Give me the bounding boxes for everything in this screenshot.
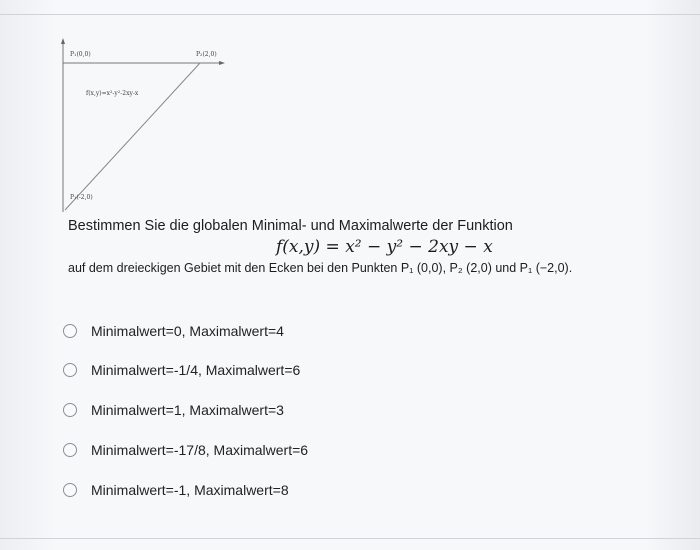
triangle-hypotenuse: [65, 63, 200, 210]
answer-option-5[interactable]: [63, 478, 289, 502]
answer-option-1[interactable]: [63, 319, 284, 343]
answer-option-label: Minimalwert=0, Maximalwert=4: [91, 323, 284, 339]
question-domain-text: auf dem dreieckigen Gebiet mit den Ecken bei den Punkten P₁ (0,0), P₂ (2,0) und P₁ (−2,0).: [68, 261, 573, 275]
top-divider: [0, 14, 700, 15]
point-p2-label: P₂(2,0): [196, 51, 217, 58]
question-formula: f(x,y) = x² − y² − 2xy − x: [276, 237, 493, 257]
question-block: [68, 218, 668, 275]
bottom-divider: [0, 538, 700, 539]
answer-option-3[interactable]: [63, 398, 284, 422]
answer-option-4[interactable]: [63, 438, 308, 462]
y-axis-arrow: [61, 38, 65, 44]
radio-button[interactable]: [63, 324, 77, 338]
answer-option-label: Minimalwert=1, Maximalwert=3: [91, 402, 284, 418]
radio-button[interactable]: [63, 363, 77, 377]
radio-button[interactable]: [63, 443, 77, 457]
answer-option-2[interactable]: [63, 358, 300, 382]
triangle-diagram-svg: [50, 30, 250, 220]
radio-button[interactable]: [63, 403, 77, 417]
triangle-diagram: [50, 30, 250, 220]
answer-option-label: Minimalwert=-1, Maximalwert=8: [91, 482, 289, 498]
function-label: f(x,y)=x²-y²-2xy-x: [86, 90, 139, 97]
x-axis-arrow: [219, 61, 225, 65]
point-p3-label: P₁(-2,0): [70, 194, 93, 201]
point-p1-label: P₁(0,0): [70, 51, 91, 58]
question-intro: Bestimmen Sie die globalen Minimal- und Maximalwerte der Funktion: [68, 218, 513, 234]
answer-option-label: Minimalwert=-1/4, Maximalwert=6: [91, 362, 301, 378]
radio-button[interactable]: [63, 483, 77, 497]
answer-option-label: Minimalwert=-17/8, Maximalwert=6: [91, 442, 309, 458]
